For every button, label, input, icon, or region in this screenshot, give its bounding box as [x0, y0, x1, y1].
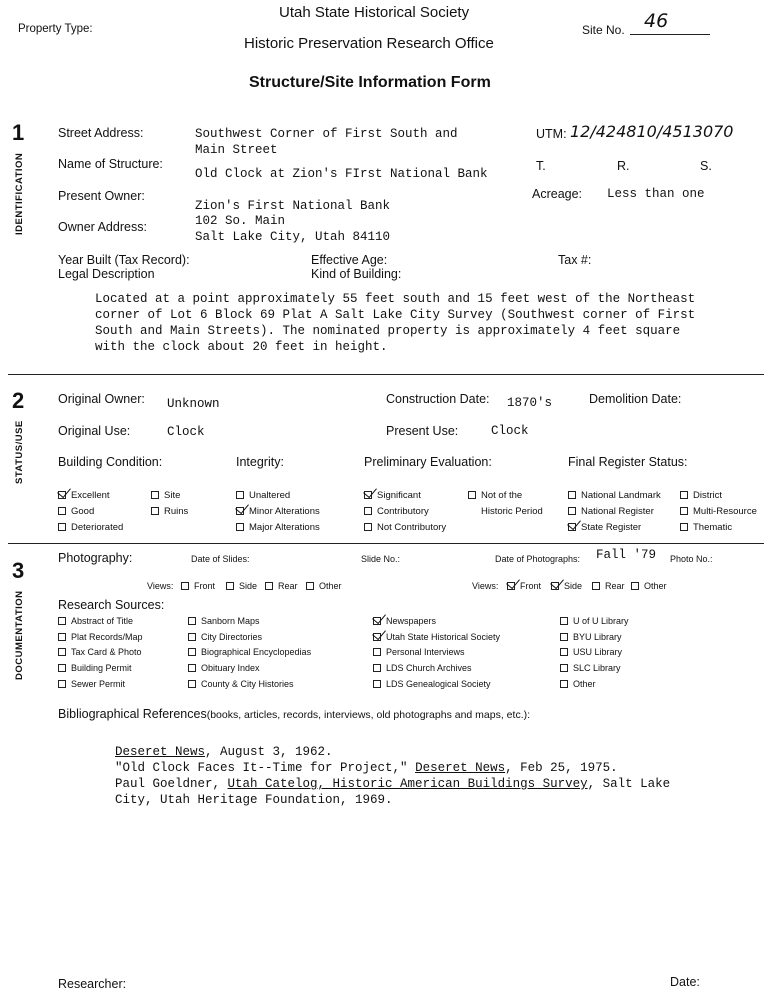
research-biographical[interactable] — [188, 647, 311, 657]
biblio-text: , Feb 25, 1975. — [505, 761, 618, 775]
site-no-label: Site No. — [582, 23, 625, 37]
checkbox-label: Major Alterations — [249, 522, 320, 533]
street-address-line1: Southwest Corner of First South and — [195, 127, 458, 141]
checkbox-label: Plat Records/Map — [71, 632, 143, 642]
building-condition-label: Building Condition: — [58, 455, 163, 469]
present-use-value: Clock — [491, 424, 529, 438]
construction-date-label: Construction Date: — [386, 392, 490, 406]
checkbox-label: Tax Card & Photo — [71, 647, 142, 657]
legal-description-line: South and Main Streets). The nominated property is approximately 4 feet square — [95, 324, 681, 338]
checkbox-icon — [188, 633, 196, 641]
preliminary-evaluation-label: Preliminary Evaluation: — [364, 455, 492, 469]
research-personal-interviews[interactable] — [373, 647, 465, 657]
checkbox-icon — [631, 582, 639, 590]
checkbox-icon — [373, 664, 381, 672]
street-address-line2: Main Street — [195, 143, 278, 157]
section-3-number: 3 — [12, 558, 25, 583]
original-use-label: Original Use: — [58, 424, 131, 438]
utm-value: 12/424810/4513070 — [570, 122, 734, 141]
research-abstract-of-title[interactable] — [58, 616, 133, 626]
checkbox-icon — [373, 680, 381, 688]
checkbox-label: Deteriorated — [71, 522, 124, 533]
checkbox-label: Sanborn Maps — [201, 616, 260, 626]
original-owner-label: Original Owner: — [58, 392, 145, 406]
checkbox-state-register[interactable] — [568, 522, 641, 533]
photo-no-label: Photo No.: — [670, 554, 713, 564]
photo-view-other[interactable] — [631, 581, 667, 591]
checkbox-label: Excellent — [71, 490, 110, 501]
acreage-label: Acreage: — [532, 187, 583, 201]
photo-view-side[interactable] — [551, 581, 582, 591]
checkbox-icon — [364, 507, 372, 515]
form-title: Structure/Site Information Form — [249, 74, 491, 91]
checkbox-icon — [306, 582, 314, 590]
structure-name-label: Name of Structure: — [58, 157, 163, 171]
effective-age-label: Effective Age: — [311, 253, 388, 267]
biblio-text: , August 3, 1962. — [205, 745, 333, 759]
checkbox-icon — [568, 491, 576, 499]
research-u-of-u-library[interactable] — [560, 616, 629, 626]
tax-number-label: Tax #: — [558, 253, 592, 267]
checkbox-label: Minor Alterations — [249, 506, 320, 517]
checkbox-icon — [226, 582, 234, 590]
checkbox-icon — [58, 680, 66, 688]
research-tax-card[interactable] — [58, 647, 142, 657]
legal-description-line: Located at a point approximately 55 feet south and 15 feet west of the Northeast — [95, 292, 696, 306]
checkbox-icon — [373, 633, 381, 641]
checkbox-label: Utah State Historical Society — [386, 632, 501, 642]
checkbox-icon — [181, 582, 189, 590]
checkbox-major-alterations[interactable] — [236, 522, 320, 533]
slide-view-front[interactable] — [181, 581, 215, 591]
section-label: S. — [700, 159, 712, 173]
bibliographical-references-heading — [58, 705, 530, 723]
section-divider — [8, 543, 764, 544]
biblio-title: Deseret News — [115, 745, 206, 759]
biblio-text: Paul Goeldner, — [115, 777, 228, 791]
checkbox-label: Personal Interviews — [386, 647, 465, 657]
checkbox-icon — [551, 582, 559, 590]
legal-description-label: Legal Description — [58, 267, 155, 281]
checkbox-icon — [188, 648, 196, 656]
checkbox-label: District — [693, 490, 723, 501]
present-use-label: Present Use: — [386, 424, 459, 438]
biblio-label: Bibliographical References — [58, 707, 207, 721]
slide-views-label: Views: — [147, 581, 174, 591]
checkbox-not-historic-period[interactable] — [468, 490, 522, 501]
checkbox-label: SLC Library — [573, 663, 621, 673]
checkbox-icon — [188, 680, 196, 688]
legal-description-line: corner of Lot 6 Block 69 Plat A Salt Lake City Survey (Southwest corner of First — [95, 308, 696, 322]
checkbox-label: Good — [71, 506, 95, 517]
research-other[interactable] — [560, 679, 596, 689]
checkbox-icon — [151, 491, 159, 499]
checkbox-not-contributory[interactable] — [364, 522, 446, 533]
site-no-line — [630, 34, 710, 35]
historic-period-label: Historic Period — [481, 506, 543, 517]
checkbox-site[interactable] — [151, 490, 180, 501]
research-city-directories[interactable] — [188, 632, 262, 642]
checkbox-multi-resource[interactable] — [680, 506, 757, 517]
checkbox-label: Site — [164, 490, 181, 501]
research-usu-library[interactable] — [560, 647, 622, 657]
researcher-label: Researcher: — [58, 977, 127, 991]
checkbox-good[interactable] — [58, 506, 94, 517]
checkbox-icon — [58, 664, 66, 672]
acreage-value: Less than one — [607, 187, 705, 201]
checkbox-unaltered[interactable] — [236, 490, 290, 501]
checkbox-icon — [680, 523, 688, 531]
checkbox-label: City Directories — [201, 632, 263, 642]
construction-date-value: 1870's — [507, 396, 553, 410]
section-2-side-label: STATUS/USE — [14, 420, 25, 484]
checkbox-label: Side — [564, 581, 583, 591]
checkbox-icon — [373, 648, 381, 656]
biblio-title: Deseret News — [415, 761, 506, 775]
photo-view-rear[interactable] — [592, 581, 625, 591]
org-name: Utah State Historical Society — [279, 4, 470, 21]
checkbox-label: Front — [194, 581, 216, 591]
slide-view-side[interactable] — [226, 581, 257, 591]
township-label: T. — [536, 159, 546, 173]
checkbox-label: Biographical Encyclopedias — [201, 647, 312, 657]
checkbox-icon — [265, 582, 273, 590]
section-divider — [8, 374, 764, 375]
biblio-entry — [115, 761, 618, 775]
research-lds-church-archives[interactable] — [373, 663, 472, 673]
checkbox-label: Multi-Resource — [693, 506, 757, 517]
checkbox-label: Not Contributory — [377, 522, 447, 533]
owner-address-line1: 102 So. Main — [195, 214, 286, 228]
checkbox-label: Front — [520, 581, 542, 591]
research-building-permit[interactable] — [58, 663, 132, 673]
checkbox-icon — [236, 507, 244, 515]
checkbox-icon — [364, 523, 372, 531]
checkbox-minor-alterations[interactable] — [236, 506, 320, 517]
present-owner-label: Present Owner: — [58, 189, 145, 203]
checkbox-icon — [58, 523, 66, 531]
office-name: Historic Preservation Research Office — [244, 35, 494, 52]
checkbox-label: Not of the — [481, 490, 523, 501]
section-3-side-label: DOCUMENTATION — [14, 590, 25, 680]
date-label: Date: — [670, 975, 700, 989]
checkbox-icon — [58, 617, 66, 625]
research-plat-records[interactable] — [58, 632, 143, 642]
checkbox-label: Newspapers — [386, 616, 437, 626]
checkbox-label: Abstract of Title — [71, 616, 134, 626]
checkbox-ruins[interactable] — [151, 506, 188, 517]
checkbox-icon — [373, 617, 381, 625]
section-2-number: 2 — [12, 388, 25, 413]
owner-address-line2: Salt Lake City, Utah 84110 — [195, 230, 391, 244]
research-ushs[interactable] — [373, 632, 500, 642]
owner-address-label: Owner Address: — [58, 220, 147, 234]
checkbox-significant[interactable] — [364, 490, 421, 501]
checkbox-deteriorated[interactable] — [58, 522, 123, 533]
checkbox-icon — [236, 491, 244, 499]
checkbox-icon — [560, 648, 568, 656]
biblio-entry — [115, 745, 333, 759]
checkbox-label: Obituary Index — [201, 663, 260, 673]
checkbox-label: Rear — [278, 581, 298, 591]
checkbox-icon — [58, 633, 66, 641]
checkbox-contributory[interactable] — [364, 506, 429, 517]
checkbox-label: USU Library — [573, 647, 623, 657]
checkbox-icon — [364, 491, 372, 499]
checkbox-national-register[interactable] — [568, 506, 654, 517]
checkbox-label: Sewer Permit — [71, 679, 126, 689]
checkbox-icon — [560, 633, 568, 641]
photography-label: Photography: — [58, 551, 133, 565]
checkbox-icon — [58, 648, 66, 656]
checkbox-icon — [151, 507, 159, 515]
kind-of-building-label: Kind of Building: — [311, 267, 402, 281]
property-type-label: Property Type: — [18, 23, 93, 35]
checkbox-icon — [188, 664, 196, 672]
photo-view-front[interactable] — [507, 581, 541, 591]
research-newspapers[interactable] — [373, 616, 436, 626]
date-of-slides-label: Date of Slides: — [191, 554, 250, 564]
research-lds-genealogical[interactable] — [373, 679, 491, 689]
research-sanborn-maps[interactable] — [188, 616, 260, 626]
checkbox-icon — [58, 507, 66, 515]
section-1-side-label: IDENTIFICATION — [14, 152, 25, 235]
checkbox-label: Other — [319, 581, 342, 591]
checkbox-label: Ruins — [164, 506, 189, 517]
checkbox-icon — [507, 582, 515, 590]
checkbox-excellent[interactable] — [58, 490, 110, 501]
date-of-photographs-label: Date of Photographs: — [495, 554, 581, 564]
checkbox-thematic[interactable] — [680, 522, 732, 533]
present-owner-value: Zion's First National Bank — [195, 199, 391, 213]
research-sewer-permit[interactable] — [58, 679, 125, 689]
checkbox-label: National Register — [581, 506, 654, 517]
site-no-value: 46 — [644, 10, 669, 32]
slide-view-rear[interactable] — [265, 581, 298, 591]
slide-no-label: Slide No.: — [361, 554, 401, 564]
legal-description-line: with the clock about 20 feet in height. — [95, 340, 388, 354]
utm-label: UTM: — [536, 127, 567, 141]
biblio-text: , Salt Lake — [587, 777, 671, 791]
slide-view-other[interactable] — [306, 581, 342, 591]
checkbox-label: Significant — [377, 490, 421, 501]
checkbox-icon — [592, 582, 600, 590]
checkbox-label: Contributory — [377, 506, 429, 517]
checkbox-label: Unaltered — [249, 490, 291, 501]
checkbox-label: Other — [573, 679, 596, 689]
street-address-label: Street Address: — [58, 126, 144, 140]
biblio-sub: (books, articles, records, interviews, old photographs and maps, etc.): — [206, 709, 531, 721]
checkbox-icon — [560, 680, 568, 688]
research-county-city-histories[interactable] — [188, 679, 294, 689]
checkbox-label: Other — [644, 581, 667, 591]
checkbox-district[interactable] — [680, 490, 722, 501]
original-use-value: Clock — [167, 425, 205, 439]
checkbox-label: State Register — [581, 522, 642, 533]
checkbox-label: LDS Church Archives — [386, 663, 472, 673]
research-slc-library[interactable] — [560, 663, 621, 673]
demolition-date-label: Demolition Date: — [589, 392, 682, 406]
biblio-title: Utah Catelog, Historic American Buildings Survey — [227, 777, 588, 791]
checkbox-icon — [468, 491, 476, 499]
biblio-text: "Old Clock Faces It--Time for Project," — [115, 761, 416, 775]
checkbox-label: Thematic — [693, 522, 733, 533]
checkbox-label: Rear — [605, 581, 625, 591]
date-of-photographs-value: Fall '79 — [596, 548, 657, 562]
structure-name-value: Old Clock at Zion's FIrst National Bank — [195, 167, 488, 181]
checkbox-icon — [560, 664, 568, 672]
original-owner-value: Unknown — [167, 397, 220, 411]
checkbox-icon — [568, 507, 576, 515]
range-label: R. — [617, 159, 630, 173]
checkbox-icon — [188, 617, 196, 625]
biblio-entry: City, Utah Heritage Foundation, 1969. — [115, 793, 393, 807]
biblio-entry — [115, 777, 670, 791]
checkbox-national-landmark[interactable] — [568, 490, 661, 501]
section-1-number: 1 — [12, 120, 25, 145]
checkbox-label: Building Permit — [71, 663, 132, 673]
checkbox-label: County & City Histories — [201, 679, 294, 689]
integrity-label: Integrity: — [236, 455, 284, 469]
research-byu-library[interactable] — [560, 632, 622, 642]
checkbox-icon — [560, 617, 568, 625]
final-register-label: Final Register Status: — [568, 455, 688, 469]
checkbox-icon — [58, 491, 66, 499]
research-sources-label: Research Sources: — [58, 598, 165, 612]
checkbox-label: National Landmark — [581, 490, 661, 501]
checkbox-icon — [568, 523, 576, 531]
checkbox-icon — [680, 507, 688, 515]
photo-views-label: Views: — [472, 581, 499, 591]
checkbox-icon — [236, 523, 244, 531]
checkbox-label: U of U Library — [573, 616, 629, 626]
year-built-label: Year Built (Tax Record): — [58, 253, 190, 267]
checkbox-label: Side — [239, 581, 258, 591]
research-obituary-index[interactable] — [188, 663, 260, 673]
checkbox-label: LDS Genealogical Society — [386, 679, 491, 689]
checkbox-icon — [680, 491, 688, 499]
checkbox-label: BYU Library — [573, 632, 622, 642]
